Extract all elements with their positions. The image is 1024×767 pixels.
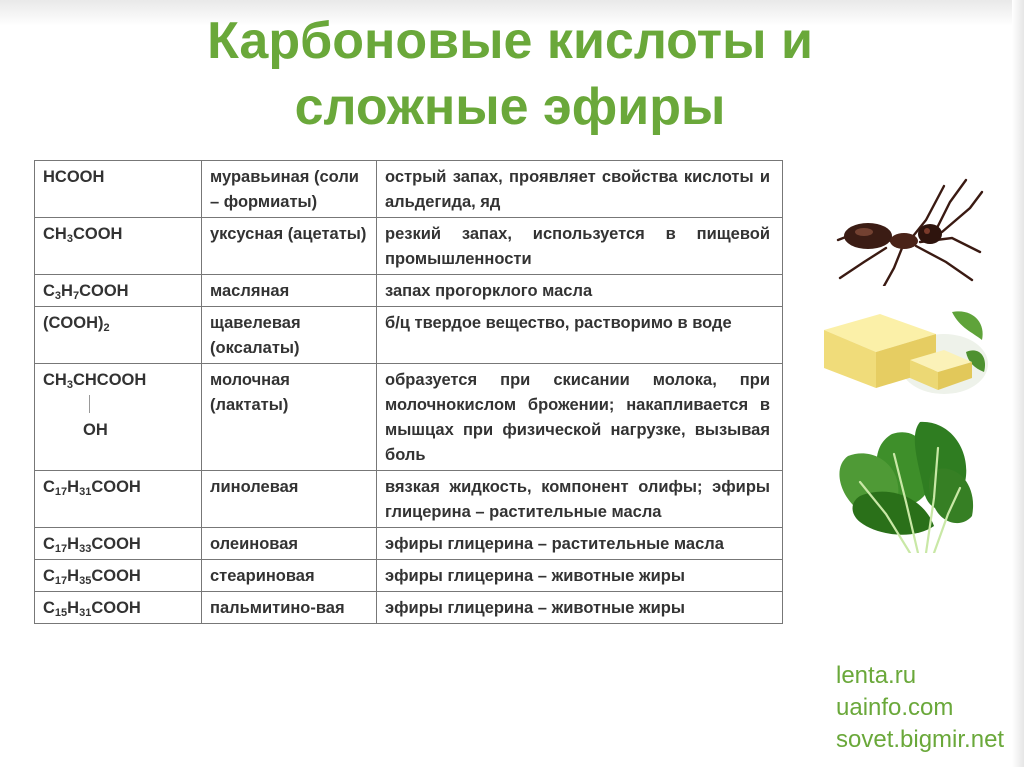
acid-description: эфиры глицерина – животные жиры xyxy=(385,599,685,617)
description-cell xyxy=(377,275,783,307)
formula-text: H xyxy=(67,535,80,553)
formula-text: H xyxy=(67,599,80,617)
formula-subscript: 2 xyxy=(103,322,110,334)
description-cell xyxy=(377,471,783,528)
formula-text: C xyxy=(43,599,55,617)
formula-bond-line xyxy=(43,393,193,418)
formula-text: H xyxy=(67,567,80,585)
acid-name: муравьиная (соли – формиаты) xyxy=(210,168,359,211)
acids-table-body xyxy=(35,161,783,624)
butter-image xyxy=(824,306,989,398)
source-2: uainfo.com xyxy=(836,694,954,721)
table-row xyxy=(35,528,783,560)
acid-name: линолевая xyxy=(210,478,299,496)
formula-text: CH xyxy=(43,371,67,389)
slide-title xyxy=(100,8,920,140)
formula-subscript: 17 xyxy=(54,575,68,587)
table-row xyxy=(35,364,783,471)
formula-subscript: 17 xyxy=(54,486,68,498)
formula-subscript: 17 xyxy=(54,543,68,555)
acid-description: вязкая жидкость, компонент олифы; эфиры глицерина – растительные масла xyxy=(385,478,770,521)
acid-name: молочная (лактаты) xyxy=(210,371,290,414)
formula-text: H xyxy=(67,478,80,496)
description-cell xyxy=(377,560,783,592)
formula-cell xyxy=(35,275,202,307)
acid-name-cell xyxy=(202,307,377,364)
description-cell xyxy=(377,307,783,364)
formula-text: (COOH) xyxy=(43,314,104,332)
acid-name-cell xyxy=(202,275,377,307)
formula-text: COOH xyxy=(91,535,141,553)
formula-cell xyxy=(35,364,202,471)
sorrel-image xyxy=(830,418,980,553)
formula-subscript: 31 xyxy=(79,486,92,498)
description-cell xyxy=(377,528,783,560)
acid-description: образуется при скисании молока, при молочнокислом брожении; накапливается в мышцах при физической нагрузке, вызывая боль xyxy=(385,371,770,464)
description-cell xyxy=(377,161,783,218)
table-row xyxy=(35,592,783,624)
formula-cell xyxy=(35,307,202,364)
formula-text: C xyxy=(43,567,55,585)
acid-description: острый запах, проявляет свойства кислоты и альдегида, яд xyxy=(385,168,770,211)
acid-name-cell xyxy=(202,560,377,592)
formula-branch: OH xyxy=(83,421,108,439)
formula-cell xyxy=(35,471,202,528)
formula-subscript: 15 xyxy=(54,607,68,619)
formula-subscript: 31 xyxy=(79,607,92,619)
description-cell xyxy=(377,218,783,275)
formula-subscript: 35 xyxy=(79,575,92,587)
formula-text: COOH xyxy=(72,225,123,243)
formula-cell xyxy=(35,560,202,592)
formula-text: COOH xyxy=(91,599,141,617)
source-1: lenta.ru xyxy=(836,662,917,689)
acid-name: пальмитино-вая xyxy=(210,599,345,617)
acid-name-cell xyxy=(202,364,377,471)
description-cell xyxy=(377,364,783,471)
table-row xyxy=(35,218,783,275)
acid-description: эфиры глицерина – растительные масла xyxy=(385,535,724,553)
formula-cell xyxy=(35,218,202,275)
formula-text: C xyxy=(43,282,55,300)
slide-right-shade xyxy=(1012,0,1024,767)
table-row xyxy=(35,161,783,218)
formula-text: HCOOH xyxy=(43,168,105,186)
acid-description: эфиры глицерина – животные жиры xyxy=(385,567,685,585)
acid-description: запах прогорклого масла xyxy=(385,282,593,300)
title-line-1: Карбоновые кислоты и xyxy=(207,12,813,70)
acid-name: масляная xyxy=(210,282,290,300)
acids-table xyxy=(34,160,783,624)
sources-list xyxy=(836,660,1004,756)
acid-name: олеиновая xyxy=(210,535,299,553)
formula-text: C xyxy=(43,535,55,553)
source-3: sovet.bigmir.net xyxy=(836,726,1005,753)
acid-name-cell xyxy=(202,218,377,275)
ant-image xyxy=(824,166,984,286)
formula-text: COOH xyxy=(91,567,141,585)
formula-text: H xyxy=(61,282,73,300)
table-row xyxy=(35,560,783,592)
acid-name-cell xyxy=(202,592,377,624)
acid-name: щавелевая (оксалаты) xyxy=(210,314,301,357)
acid-name-cell xyxy=(202,528,377,560)
formula-subscript: 3 xyxy=(66,379,73,391)
formula-text: COOH xyxy=(91,478,141,496)
table-row xyxy=(35,471,783,528)
acid-name: стеариновая xyxy=(210,567,315,585)
formula-text: C xyxy=(43,478,55,496)
acid-description: б/ц твердое вещество, растворимо в воде xyxy=(385,314,732,332)
formula-cell xyxy=(35,592,202,624)
title-line-2: сложные эфиры xyxy=(294,78,726,136)
formula-subscript: 3 xyxy=(66,233,73,245)
bond-line xyxy=(89,395,90,413)
formula-subscript: 33 xyxy=(79,543,92,555)
formula-cell xyxy=(35,161,202,218)
formula-subscript: 7 xyxy=(72,290,80,302)
table-row xyxy=(35,307,783,364)
formula-text: CH xyxy=(43,225,67,243)
table-row xyxy=(35,275,783,307)
acid-description: резкий запах, используется в пищевой промышленности xyxy=(385,225,770,268)
acid-name-cell xyxy=(202,161,377,218)
description-cell xyxy=(377,592,783,624)
acid-name-cell xyxy=(202,471,377,528)
acid-name: уксусная (ацетаты) xyxy=(210,225,367,243)
formula-subscript: 3 xyxy=(54,290,62,302)
formula-text: CHCOOH xyxy=(72,371,147,389)
formula-cell xyxy=(35,528,202,560)
formula-text: COOH xyxy=(79,282,129,300)
